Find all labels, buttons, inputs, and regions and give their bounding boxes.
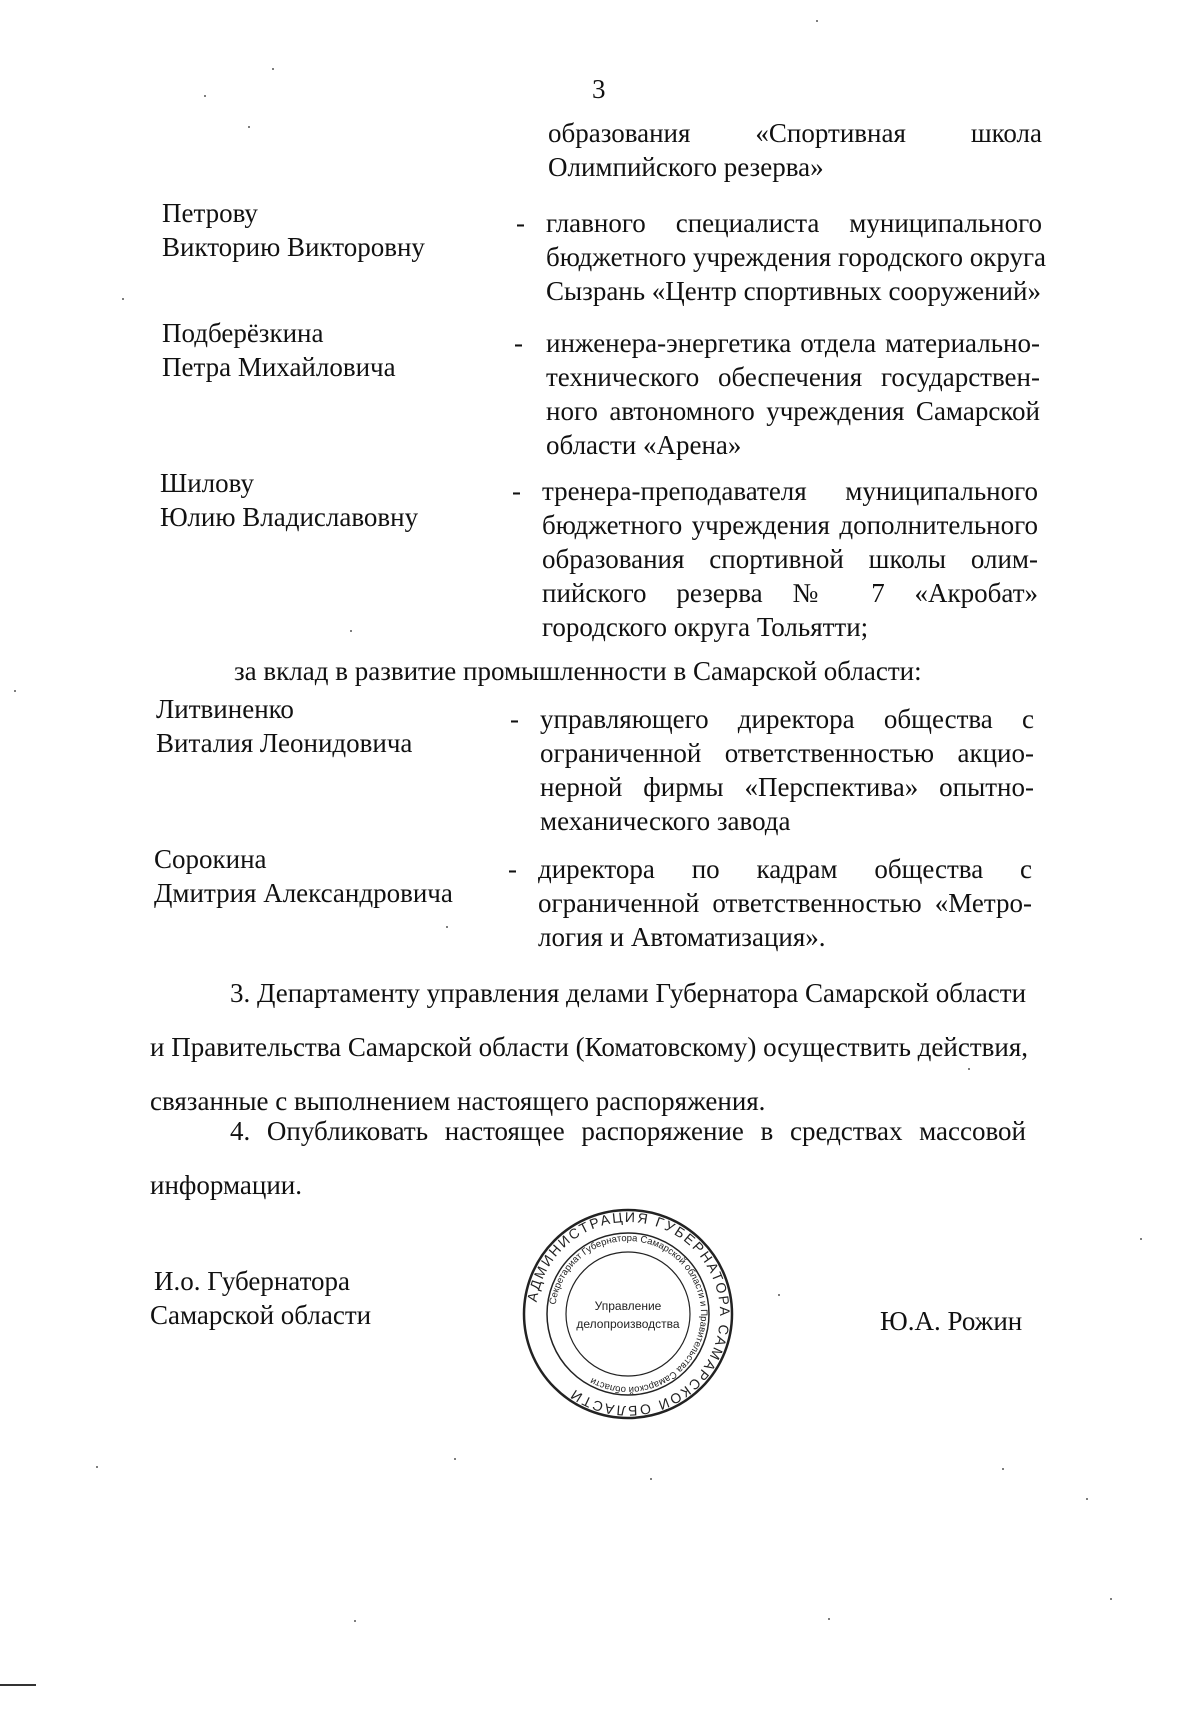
official-stamp	[520, 1206, 736, 1422]
page-number: 3	[592, 74, 606, 104]
stamp-outer-text: АДМИНИСТРАЦИЯ ГУБЕРНАТОРА САМАРСКОЙ ОБЛАСТИ	[523, 1208, 734, 1420]
scan-speck	[14, 690, 16, 692]
stamp-center-line: Управление	[594, 1299, 662, 1313]
dash: -	[514, 328, 523, 358]
recipient-description: тренера-преподавателя муниципального бюджетного учреждения дополнительного образования спортивной школы олим- пийского резерва № 7 «Акробат» городского округа Тольятти;	[542, 476, 1038, 642]
scan-speck	[272, 68, 274, 70]
recipient-description: инженера-энергетика отдела материально- технического обеспечения государствен- ного автономного учреждения Самарской области «Арена»	[546, 328, 1040, 460]
dash: -	[516, 208, 525, 238]
scan-speck	[354, 1620, 356, 1622]
recipient-name: Подберёзкина Петра Михайловича	[162, 318, 396, 382]
description-line: Олимпийского резерва»	[548, 152, 824, 182]
signatory-position: И.о. Губернатора Самарской области	[150, 1266, 372, 1330]
scan-speck	[248, 126, 250, 128]
dash: -	[510, 704, 519, 734]
scan-speck	[816, 20, 818, 22]
recipient-name: Шилову Юлию Владиславовну	[160, 468, 419, 532]
dash: -	[508, 854, 517, 884]
recipient-description: главного специалиста муниципального бюджетного учреждения городского округа Сызрань «Центр спортивных сооружений»	[546, 208, 1047, 306]
recipient-name: Литвиненко Виталия Леонидовича	[156, 694, 413, 758]
scan-speck	[1140, 1238, 1142, 1240]
scan-speck	[1002, 1468, 1004, 1470]
recipient-description: директора по кадрам общества с ограниченной ответственностью «Метро- логия и Автоматизация».	[538, 854, 1032, 952]
scan-speck	[1110, 1598, 1112, 1600]
scan-speck	[778, 1294, 780, 1296]
scan-speck	[968, 1068, 970, 1070]
stamp-inner-text: Секретариат Губернатора Самарской области и Правительства Самарской области	[547, 1232, 710, 1396]
scan-edge-mark	[0, 1684, 36, 1686]
scan-speck	[96, 1466, 98, 1468]
scan-speck	[446, 926, 448, 928]
description-line: образования «Спортивная школа	[548, 118, 1042, 148]
scan-speck	[122, 298, 124, 300]
scan-speck	[350, 630, 352, 632]
scan-speck	[828, 1618, 830, 1620]
stamp-center-line: делопроизводства	[576, 1317, 680, 1331]
dash: -	[512, 476, 521, 506]
recipient-name: Петрову Викторию Викторовну	[162, 198, 425, 262]
scan-speck	[1086, 1498, 1088, 1500]
continued-description	[548, 116, 1042, 184]
paragraph-4: 4. Опубликовать настоящее распоряжение в средствах массовой информации.	[150, 1116, 1026, 1200]
section-heading: за вклад в развитие промышленности в Самарской области:	[234, 656, 922, 686]
scan-speck	[650, 1478, 652, 1480]
paragraph-3: 3. Департаменту управления делами Губернатора Самарской области и Правительства Самарской области (Коматовскому) осуществить действия, связанные с выполнением настоящего распоряжения.	[150, 978, 1028, 1116]
signatory-name: Ю.А. Рожин	[880, 1306, 1023, 1336]
recipient-name: Сорокина Дмитрия Александровича	[154, 844, 453, 908]
scan-speck	[454, 1458, 456, 1460]
scan-speck	[204, 95, 206, 97]
recipient-description: управляющего директора общества с ограниченной ответственностью акцио- нерной фирмы «Перспектива» опытно- механического завода	[540, 704, 1034, 836]
